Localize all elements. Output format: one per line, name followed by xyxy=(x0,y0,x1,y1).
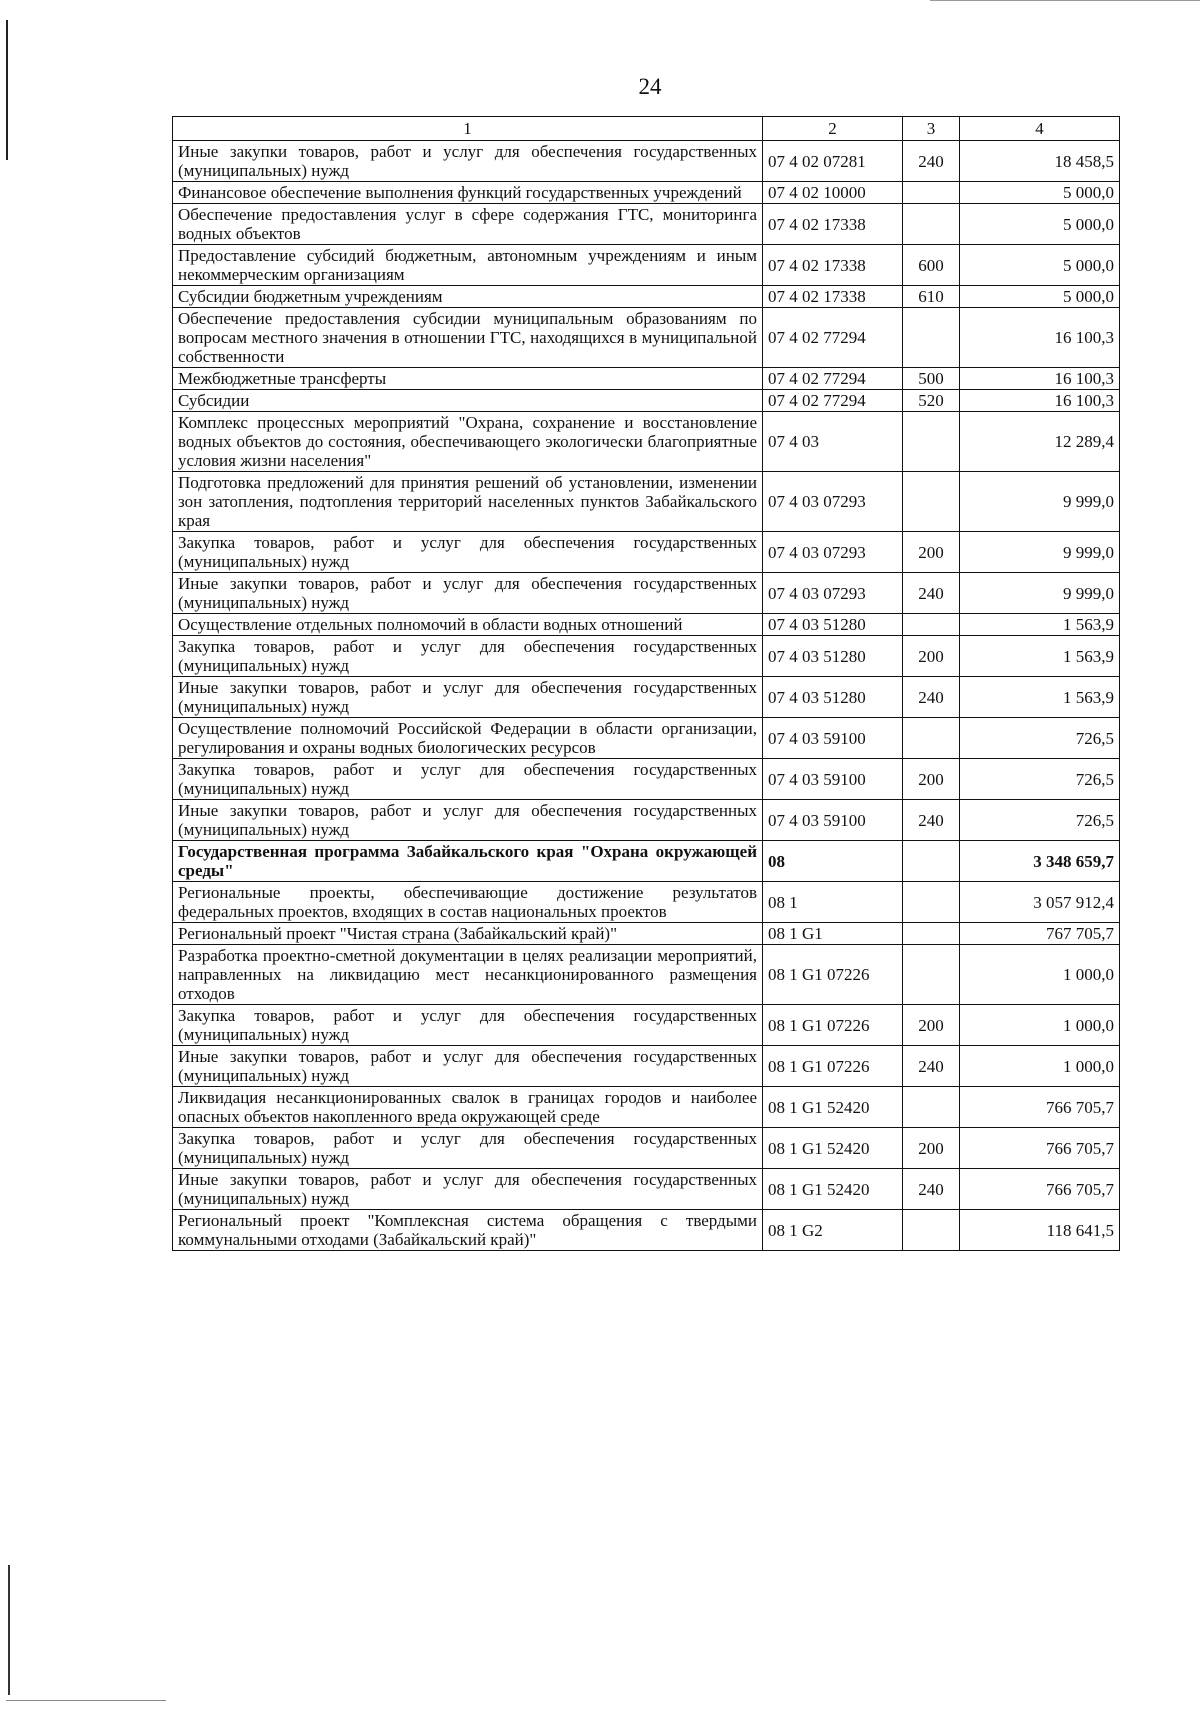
row-name-cell: Иные закупки товаров, работ и услуг для обеспечения государственных (муниципальных) нужд xyxy=(173,573,763,614)
row-amount-cell: 9 999,0 xyxy=(960,472,1120,532)
table-row xyxy=(173,677,1120,718)
row-code-cell: 07 4 03 xyxy=(763,412,903,472)
row-name-cell: Государственная программа Забайкальского края "Охрана окружающей среды" xyxy=(173,841,763,882)
row-amount-cell: 16 100,3 xyxy=(960,308,1120,368)
row-name-cell: Предоставление субсидий бюджетным, автономным учреждениям и иным некоммерческим организациям xyxy=(173,245,763,286)
row-amount-cell: 1 000,0 xyxy=(960,1005,1120,1046)
row-amount-cell: 5 000,0 xyxy=(960,204,1120,245)
table-row xyxy=(173,614,1120,636)
row-code-cell: 08 xyxy=(763,841,903,882)
row-code-cell: 07 4 02 17338 xyxy=(763,286,903,308)
row-amount-cell: 5 000,0 xyxy=(960,286,1120,308)
row-name-cell: Финансовое обеспечение выполнения функций государственных учреждений xyxy=(173,182,763,204)
row-name-cell: Субсидии бюджетным учреждениям xyxy=(173,286,763,308)
row-code-cell: 07 4 03 51280 xyxy=(763,636,903,677)
row-amount-cell: 1 563,9 xyxy=(960,677,1120,718)
row-name-cell: Иные закупки товаров, работ и услуг для обеспечения государственных (муниципальных) нужд xyxy=(173,800,763,841)
row-code-cell: 07 4 03 07293 xyxy=(763,573,903,614)
header-cell-4: 4 xyxy=(960,117,1120,141)
row-amount-cell: 766 705,7 xyxy=(960,1087,1120,1128)
row-expense-type-cell: 200 xyxy=(903,1005,960,1046)
table-row xyxy=(173,1128,1120,1169)
row-name-cell: Осуществление полномочий Российской Федерации в области организации, регулирования и охраны водных биологических ресурсов xyxy=(173,718,763,759)
row-code-cell: 07 4 03 07293 xyxy=(763,532,903,573)
table-row xyxy=(173,759,1120,800)
row-expense-type-cell xyxy=(903,718,960,759)
row-amount-cell: 16 100,3 xyxy=(960,390,1120,412)
row-code-cell: 07 4 03 07293 xyxy=(763,472,903,532)
row-code-cell: 07 4 02 07281 xyxy=(763,141,903,182)
row-expense-type-cell: 240 xyxy=(903,800,960,841)
budget-table xyxy=(172,116,1120,1251)
table-row xyxy=(173,390,1120,412)
row-expense-type-cell: 200 xyxy=(903,759,960,800)
row-code-cell: 08 1 G1 52420 xyxy=(763,1169,903,1210)
row-expense-type-cell xyxy=(903,204,960,245)
row-code-cell: 07 4 03 51280 xyxy=(763,614,903,636)
row-name-cell: Закупка товаров, работ и услуг для обеспечения государственных (муниципальных) нужд xyxy=(173,1128,763,1169)
row-name-cell: Подготовка предложений для принятия решений об установлении, изменении зон затопления, подтопления территорий населенных пунктов Забайкальского края xyxy=(173,472,763,532)
table-row xyxy=(173,945,1120,1005)
row-code-cell: 08 1 G2 xyxy=(763,1210,903,1251)
row-amount-cell: 726,5 xyxy=(960,759,1120,800)
row-amount-cell: 9 999,0 xyxy=(960,573,1120,614)
table-row xyxy=(173,1087,1120,1128)
row-expense-type-cell: 240 xyxy=(903,1169,960,1210)
row-name-cell: Региональный проект "Комплексная система обращения с твердыми коммунальными отходами (Забайкальский край)" xyxy=(173,1210,763,1251)
table-row xyxy=(173,841,1120,882)
row-amount-cell: 18 458,5 xyxy=(960,141,1120,182)
row-name-cell: Закупка товаров, работ и услуг для обеспечения государственных (муниципальных) нужд xyxy=(173,636,763,677)
table-row xyxy=(173,308,1120,368)
row-name-cell: Обеспечение предоставления услуг в сфере содержания ГТС, мониторинга водных объектов xyxy=(173,204,763,245)
row-name-cell: Разработка проектно-сметной документации в целях реализации мероприятий, направленных на ликвидацию мест несанкционированного размещения отходов xyxy=(173,945,763,1005)
row-name-cell: Осуществление отдельных полномочий в области водных отношений xyxy=(173,614,763,636)
row-code-cell: 07 4 03 51280 xyxy=(763,677,903,718)
header-cell-1: 1 xyxy=(173,117,763,141)
scan-edge-line xyxy=(8,1565,10,1695)
table-row xyxy=(173,141,1120,182)
row-expense-type-cell xyxy=(903,945,960,1005)
row-amount-cell: 5 000,0 xyxy=(960,245,1120,286)
row-name-cell: Иные закупки товаров, работ и услуг для обеспечения государственных (муниципальных) нужд xyxy=(173,1169,763,1210)
page-number: 24 xyxy=(638,74,662,99)
row-code-cell: 08 1 G1 xyxy=(763,923,903,945)
table-row xyxy=(173,286,1120,308)
row-code-cell: 08 1 xyxy=(763,882,903,923)
row-code-cell: 07 4 02 77294 xyxy=(763,368,903,390)
row-code-cell: 08 1 G1 52420 xyxy=(763,1128,903,1169)
row-amount-cell: 118 641,5 xyxy=(960,1210,1120,1251)
table-row xyxy=(173,882,1120,923)
table-row xyxy=(173,245,1120,286)
row-name-cell: Региональный проект "Чистая страна (Забайкальский край)" xyxy=(173,923,763,945)
row-expense-type-cell: 200 xyxy=(903,1128,960,1169)
row-name-cell: Обеспечение предоставления субсидии муниципальным образованиям по вопросам местного значения в отношении ГТС, находящихся в муниципальной собственности xyxy=(173,308,763,368)
row-amount-cell: 3 348 659,7 xyxy=(960,841,1120,882)
row-expense-type-cell: 240 xyxy=(903,677,960,718)
row-expense-type-cell: 240 xyxy=(903,1046,960,1087)
row-expense-type-cell: 520 xyxy=(903,390,960,412)
table-row xyxy=(173,1210,1120,1251)
row-expense-type-cell: 240 xyxy=(903,141,960,182)
row-expense-type-cell xyxy=(903,1087,960,1128)
row-amount-cell: 1 563,9 xyxy=(960,636,1120,677)
table-header-row xyxy=(173,117,1120,141)
table-row xyxy=(173,472,1120,532)
row-amount-cell: 726,5 xyxy=(960,800,1120,841)
row-amount-cell: 1 000,0 xyxy=(960,1046,1120,1087)
row-name-cell: Иные закупки товаров, работ и услуг для обеспечения государственных (муниципальных) нужд xyxy=(173,141,763,182)
row-expense-type-cell xyxy=(903,182,960,204)
table-row xyxy=(173,1046,1120,1087)
row-code-cell: 07 4 03 59100 xyxy=(763,800,903,841)
row-name-cell: Комплекс процессных мероприятий "Охрана, сохранение и восстановление водных объектов до состояния, обеспечивающего экологически благоприятные условия жизни населения" xyxy=(173,412,763,472)
table-row xyxy=(173,532,1120,573)
row-expense-type-cell xyxy=(903,841,960,882)
row-expense-type-cell: 200 xyxy=(903,532,960,573)
row-code-cell: 07 4 02 17338 xyxy=(763,245,903,286)
row-name-cell: Закупка товаров, работ и услуг для обеспечения государственных (муниципальных) нужд xyxy=(173,1005,763,1046)
row-expense-type-cell xyxy=(903,472,960,532)
row-name-cell: Субсидии xyxy=(173,390,763,412)
row-expense-type-cell xyxy=(903,412,960,472)
table-row xyxy=(173,923,1120,945)
row-amount-cell: 3 057 912,4 xyxy=(960,882,1120,923)
table-row xyxy=(173,1005,1120,1046)
row-amount-cell: 726,5 xyxy=(960,718,1120,759)
table-row xyxy=(173,636,1120,677)
row-code-cell: 07 4 02 17338 xyxy=(763,204,903,245)
header-cell-3: 3 xyxy=(903,117,960,141)
row-name-cell: Закупка товаров, работ и услуг для обеспечения государственных (муниципальных) нужд xyxy=(173,532,763,573)
row-name-cell: Иные закупки товаров, работ и услуг для обеспечения государственных (муниципальных) нужд xyxy=(173,677,763,718)
row-name-cell: Региональные проекты, обеспечивающие достижение результатов федеральных проектов, входящих в состав национальных проектов xyxy=(173,882,763,923)
row-name-cell: Ликвидация несанкционированных свалок в границах городов и наиболее опасных объектов накопленного вреда окружающей среде xyxy=(173,1087,763,1128)
row-amount-cell: 5 000,0 xyxy=(960,182,1120,204)
row-code-cell: 07 4 02 77294 xyxy=(763,390,903,412)
row-expense-type-cell: 610 xyxy=(903,286,960,308)
table-row xyxy=(173,182,1120,204)
row-expense-type-cell: 500 xyxy=(903,368,960,390)
row-amount-cell: 766 705,7 xyxy=(960,1169,1120,1210)
row-name-cell: Закупка товаров, работ и услуг для обеспечения государственных (муниципальных) нужд xyxy=(173,759,763,800)
row-code-cell: 07 4 03 59100 xyxy=(763,718,903,759)
table-row xyxy=(173,412,1120,472)
row-expense-type-cell xyxy=(903,308,960,368)
row-amount-cell: 1 000,0 xyxy=(960,945,1120,1005)
table-row xyxy=(173,718,1120,759)
row-code-cell: 08 1 G1 52420 xyxy=(763,1087,903,1128)
row-code-cell: 08 1 G1 07226 xyxy=(763,1005,903,1046)
row-expense-type-cell xyxy=(903,614,960,636)
row-expense-type-cell xyxy=(903,882,960,923)
row-amount-cell: 16 100,3 xyxy=(960,368,1120,390)
row-expense-type-cell xyxy=(903,923,960,945)
table-row xyxy=(173,573,1120,614)
row-code-cell: 08 1 G1 07226 xyxy=(763,945,903,1005)
row-amount-cell: 766 705,7 xyxy=(960,1128,1120,1169)
row-code-cell: 07 4 03 59100 xyxy=(763,759,903,800)
table-row xyxy=(173,800,1120,841)
row-expense-type-cell: 600 xyxy=(903,245,960,286)
scan-edge-line xyxy=(6,1700,166,1701)
row-amount-cell: 1 563,9 xyxy=(960,614,1120,636)
row-amount-cell: 12 289,4 xyxy=(960,412,1120,472)
row-name-cell: Иные закупки товаров, работ и услуг для обеспечения государственных (муниципальных) нужд xyxy=(173,1046,763,1087)
table-row xyxy=(173,1169,1120,1210)
row-amount-cell: 767 705,7 xyxy=(960,923,1120,945)
scan-edge-line xyxy=(930,0,1200,1)
row-expense-type-cell xyxy=(903,1210,960,1251)
row-code-cell: 07 4 02 10000 xyxy=(763,182,903,204)
row-name-cell: Межбюджетные трансферты xyxy=(173,368,763,390)
row-code-cell: 07 4 02 77294 xyxy=(763,308,903,368)
table-row xyxy=(173,204,1120,245)
table-row xyxy=(173,368,1120,390)
row-amount-cell: 9 999,0 xyxy=(960,532,1120,573)
row-expense-type-cell: 200 xyxy=(903,636,960,677)
row-code-cell: 08 1 G1 07226 xyxy=(763,1046,903,1087)
row-expense-type-cell: 240 xyxy=(903,573,960,614)
header-cell-2: 2 xyxy=(763,117,903,141)
